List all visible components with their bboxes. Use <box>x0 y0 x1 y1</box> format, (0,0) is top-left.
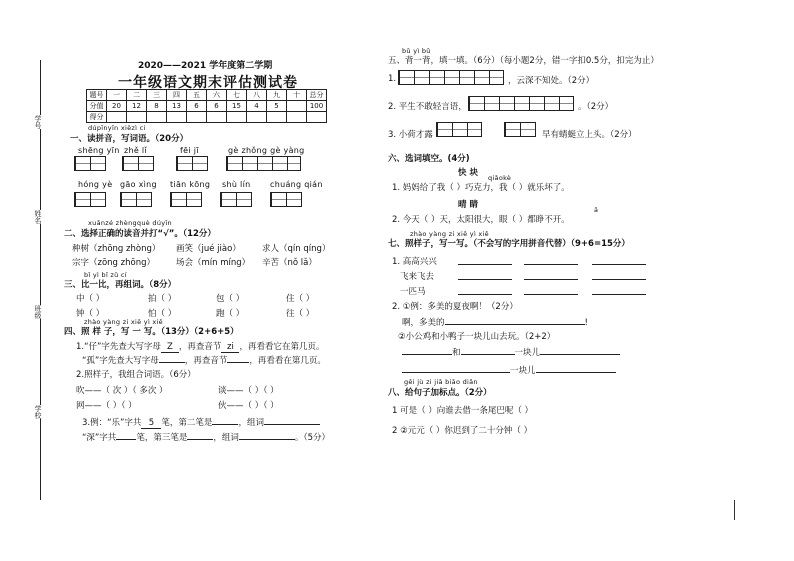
s1-title: 一、读拼音，写词语。（20分） <box>70 134 189 144</box>
s5-title: 五、背一背，填一填。（6分）（每小题2分，错一字扣0.5分，扣完为止） <box>388 56 659 66</box>
s7-example: 一匹马 <box>400 287 426 297</box>
s2-item[interactable]: 求人（qín qíng） <box>262 244 331 254</box>
write-grid[interactable] <box>270 192 302 207</box>
answer-blank[interactable] <box>402 354 452 355</box>
s3-pinyin-hint: bǐ yì bǐ zǔ cí <box>84 271 127 279</box>
answer-blank[interactable] <box>212 424 238 425</box>
page-title: 一年级语文期末评估测试卷 <box>118 75 298 91</box>
s4-q1a: 1.“仔”字先查大写字母 Z ，再查音节 zi ，再看看它在第几页。 <box>76 342 325 352</box>
s6-pinyin-2: ā <box>594 206 599 214</box>
s4-q1b: “孤”字先查大写字母 ，再查音节 ，再看看在第几页。 <box>82 356 326 366</box>
answer-blank[interactable] <box>540 354 620 355</box>
s1-pinyin-8: shù lín <box>222 180 251 189</box>
s6-pair2: 晴 睛 <box>458 200 478 210</box>
answer-blank[interactable] <box>445 324 585 325</box>
s4-pinyin-hint: zhào yàng zi xiě yì xiě <box>84 318 163 326</box>
year-line: 2020——2021 学年度第二学期 <box>138 61 273 71</box>
s5-q1-number: 1. <box>388 74 397 84</box>
answer-blank: Z <box>161 342 179 353</box>
answer-blank[interactable] <box>239 439 295 440</box>
write-grid[interactable] <box>122 156 154 171</box>
write-grid[interactable] <box>170 192 202 207</box>
answer-blank[interactable] <box>524 279 578 280</box>
score-table: 题号 一 二 三 四 五 六 七 八 九 十 总分 分值 20 12 8 13 6 6 15 4 5 100 得分 <box>86 89 327 123</box>
s1-pinyin-5: hóng yè <box>78 180 113 189</box>
s8-pinyin-hint: gěi jù zi jiā biāo diǎn <box>404 378 478 386</box>
s4-q3b: “深”字共 笔，第三笔是 ，组词 。（5分） <box>82 433 331 443</box>
s1-pinyin-1: shēng yīn <box>78 146 120 155</box>
side-label-student-id: 学号 <box>34 115 42 129</box>
s3-item[interactable]: 往（ ） <box>286 309 315 319</box>
s3-item[interactable]: 住（ ） <box>286 294 315 304</box>
answer-blank[interactable] <box>402 372 510 373</box>
s1-pinyin-6: gāo xìng <box>120 180 157 189</box>
write-grid[interactable] <box>504 122 536 137</box>
answer-blank[interactable] <box>461 354 515 355</box>
s2-item[interactable]: 辛苦（nǒ lǎ） <box>262 258 317 268</box>
answer-blank: zi <box>221 342 239 353</box>
s8-q1[interactable]: 1 可是（ ）向谁去借一条尾巴呢（ ） <box>392 406 534 416</box>
s7-example: 1. 高高兴兴 <box>392 257 437 267</box>
side-label-class: 班级 <box>34 305 42 319</box>
s7-pinyin-hint: zhào yàng zi xiě yì xiě <box>410 230 489 238</box>
write-grid[interactable] <box>226 156 301 171</box>
write-grid[interactable] <box>436 122 482 137</box>
s4-q2-item[interactable]: 吹——（ 次 ）（ 多次 ） <box>76 386 168 396</box>
s6-pair1: 快 块 <box>458 168 478 178</box>
answer-blank: 5 <box>141 418 161 429</box>
write-grid[interactable] <box>120 192 152 207</box>
answer-blank[interactable] <box>264 424 320 425</box>
answer-blank[interactable] <box>524 294 578 295</box>
s5-pinyin-hint: bǔ yì bǔ <box>402 47 431 55</box>
s4-q2: 2.照样子，我组合词语。（6分） <box>76 370 196 380</box>
s3-title: 三、比一比，再组词。（8分） <box>64 280 177 290</box>
s4-q2-item[interactable]: 网——（ ）（ ） <box>76 401 137 411</box>
answer-blank[interactable] <box>458 264 512 265</box>
s1-pinyin-7: tiān kōng <box>170 180 211 189</box>
s4-title: 四、照 样 子，写 一 写。（13分）（2+6+5） <box>64 327 239 337</box>
s5-q3-start: 3. 小荷才露 <box>388 130 433 140</box>
s7-q2-answer: 啊，多美的 ! <box>402 318 588 328</box>
s2-pinyin-hint: xuǎnzé zhèngquè dúyīn <box>88 219 172 227</box>
answer-blank[interactable] <box>592 279 646 280</box>
s2-item[interactable]: 场会（mín míng） <box>176 258 251 268</box>
s7-q3-line1: 和 一块儿 <box>402 346 620 358</box>
write-grid[interactable] <box>220 192 252 207</box>
write-grid[interactable] <box>176 156 208 171</box>
s8-q2[interactable]: 2 ②元元（ ）你迟到了二十分钟（ ） <box>392 426 533 436</box>
s3-item[interactable]: 跑（ ） <box>216 309 245 319</box>
s6-title: 六、选词填空。(4分) <box>388 154 470 164</box>
s6-q2[interactable]: 2. 今天（ ）天，太阳很大，眼（ ）都睁不开。 <box>392 215 570 225</box>
s7-q3-line2: 一块儿 <box>402 364 616 376</box>
s5-q1-end: ，云深不知处。（2分） <box>508 76 595 86</box>
side-label-school: 学校 <box>34 405 42 419</box>
write-grid[interactable] <box>74 192 106 207</box>
answer-blank[interactable] <box>524 264 578 265</box>
s5-q2-start: 2. 平生不敢轻言语， <box>388 102 467 112</box>
s6-pinyin-1: qiǎokè <box>488 174 512 182</box>
write-grid[interactable] <box>74 156 106 171</box>
s5-q3-end: 早有蜻蜓立上头。（2分） <box>542 130 637 140</box>
s1-pinyin-hint: dúpīnyīn xiězì ci <box>88 124 146 132</box>
s4-q2-item[interactable]: 谈——（ ）（ ） <box>218 386 279 396</box>
s1-pinyin-4: gè zhǒng gè yàng <box>228 146 305 155</box>
answer-blank[interactable] <box>159 362 185 363</box>
side-label-name: 姓名 <box>34 210 42 224</box>
s4-q3a: 3.例：“乐”字共 5 笔，第二笔是 ，组词 <box>82 416 320 429</box>
s3-item[interactable]: 中（ ） <box>76 294 105 304</box>
binding-margin <box>32 60 48 500</box>
s7-q3: ②小公鸡和小鸭子一块儿山去玩。（2+2） <box>398 332 556 342</box>
s3-item[interactable]: 包（ ） <box>216 294 245 304</box>
answer-blank[interactable] <box>458 279 512 280</box>
s7-title: 七、照样子，写一写。（不会写的字用拼音代替）（9+6=15分） <box>388 239 630 249</box>
s1-pinyin-9: chuáng qián <box>270 180 323 189</box>
s1-pinyin-3: fēi jī <box>180 146 199 155</box>
answer-blank[interactable] <box>187 439 213 440</box>
s3-item[interactable]: 钟（ ） <box>76 309 105 319</box>
s2-item[interactable]: 种树（zhōng zhòng） <box>72 244 161 254</box>
answer-blank[interactable] <box>227 362 249 363</box>
s4-q2-item[interactable]: 伙——（ ）（ ） <box>218 401 279 411</box>
page-edge-mark <box>734 500 735 520</box>
write-grid[interactable] <box>468 96 574 111</box>
answer-blank[interactable] <box>116 439 136 440</box>
s3-item[interactable]: 怕（ ） <box>148 309 177 319</box>
answer-blank[interactable] <box>592 294 646 295</box>
answer-blank[interactable] <box>536 372 616 373</box>
write-grid[interactable] <box>398 70 504 85</box>
s1-pinyin-2: zhě lǐ <box>124 146 147 155</box>
answer-blank[interactable] <box>592 264 646 265</box>
s2-item[interactable]: 画笑（jué jiào） <box>176 244 241 254</box>
s6-q1[interactable]: 1. 妈妈给了我（ ）巧克力，我（ ）就乐坏了。 <box>392 183 570 193</box>
s7-example: 飞来飞去 <box>400 272 435 282</box>
answer-blank[interactable] <box>458 294 512 295</box>
s5-q2-end: 。（2分） <box>578 102 614 112</box>
s7-q2: 2. ①例：多美的夏夜啊！（2分） <box>392 302 518 312</box>
s2-item[interactable]: 宗字（zōng zhōng） <box>72 258 155 268</box>
s2-title: 二、选择正确的读音并打“√”。（12分） <box>64 229 216 239</box>
s3-item[interactable]: 拍（ ） <box>148 294 177 304</box>
s8-title: 八、给句子加标点。（2分） <box>388 388 492 398</box>
